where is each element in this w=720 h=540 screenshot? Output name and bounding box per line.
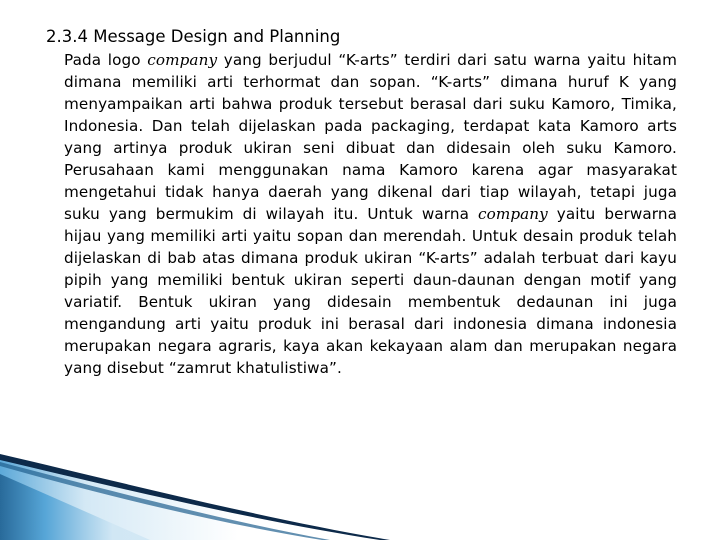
paragraph-text: yang berjudul “K-arts” terdiri dari satu warna yaitu hitam dimana memiliki arti terhormat dan sopan. “K-arts” dimana huruf K yang menyampaikan arti bahwa produk tersebut berasal dari suku Kamoro, Timika, Indonesia. Dan telah dijelaskan pada packaging, terdapat kata Kamoro arts yang artinya produk ukiran seni dibuat dan didesain oleh suku Kamoro. Perusahaan kami menggunakan nama Kamoro karena agar masyarakat mengetahui tidak hanya daerah yang dikenal dari tiap wilayah, tetapi juga suku yang bermukim di wilayah itu. Untuk warna [64, 51, 677, 223]
paragraph-text: Pada logo [64, 51, 148, 69]
section-heading: 2.3.4 Message Design and Planning [46, 27, 341, 46]
italic-term: company [477, 205, 548, 223]
paragraph-text: yaitu berwarna hijau yang memiliki arti yaitu sopan dan merendah. Untuk desain produk telah dijelaskan di bab atas dimana produk ukiran “K-arts” adalah terbuat dari kayu pipih yang memiliki bentuk ukiran seperti daun-daunan dengan motif yang variatif. Bentuk ukiran yang didesain membentuk dedaunan ini juga mengandung arti yaitu produk ini berasal dari indonesia dimana indonesia merupakan negara agraris, kaya akan kekayaan alam dan merupakan negara yang disebut “zamrut khatulistiwa”. [64, 205, 677, 377]
body-paragraph [64, 49, 677, 379]
italic-term: company [147, 51, 218, 69]
decorative-wave-graphic [0, 440, 720, 540]
